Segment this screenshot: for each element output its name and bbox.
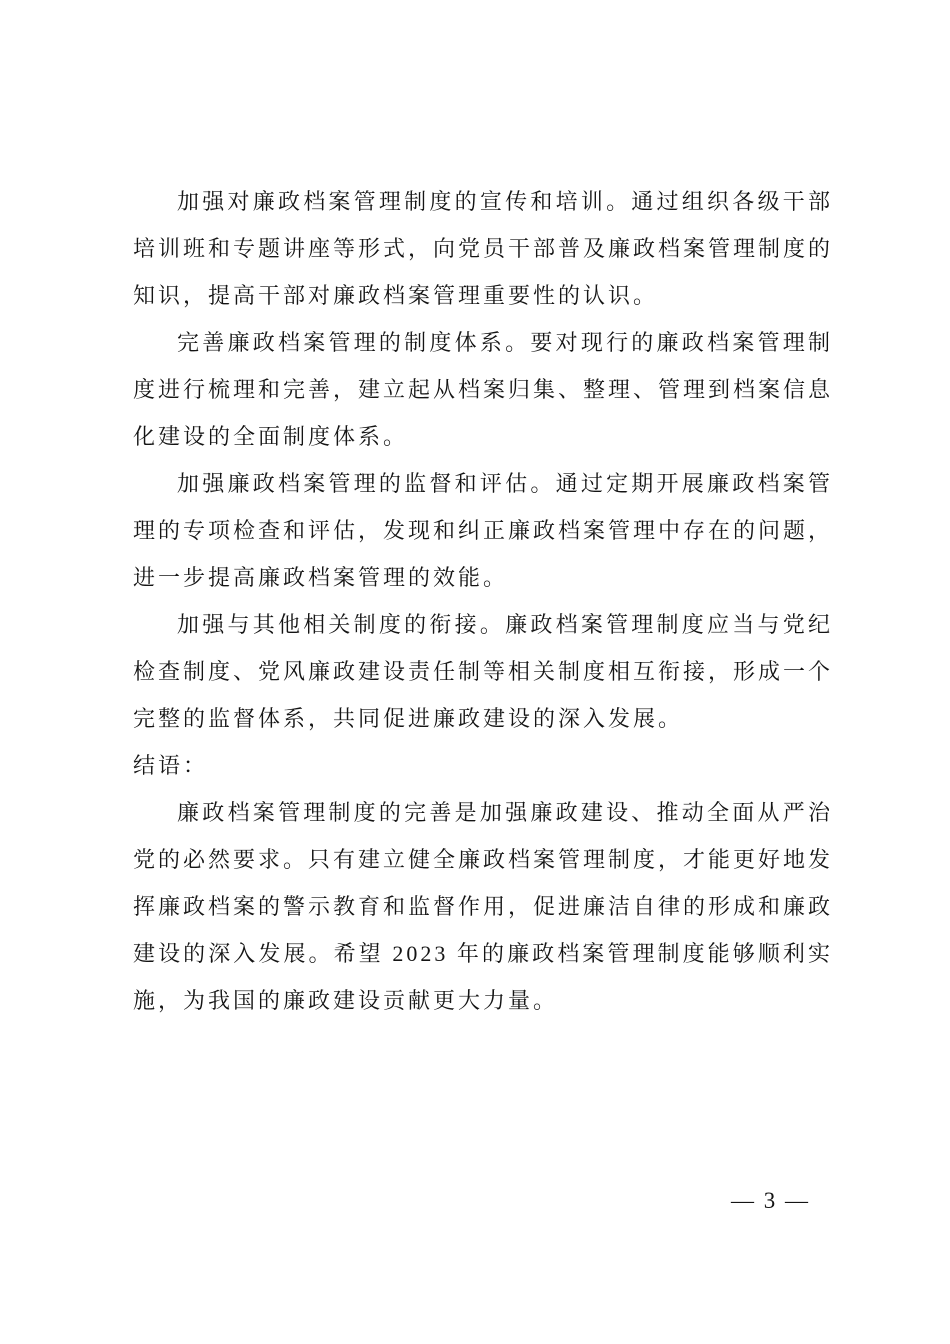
paragraph-system-improvement: 完善廉政档案管理的制度体系。要对现行的廉政档案管理制度进行梳理和完善，建立起从档案归集、整理、管理到档案信息化建设的全面制度体系。 [133, 330, 834, 449]
paragraph-supervision-evaluation: 加强廉政档案管理的监督和评估。通过定期开展廉政档案管理的专项检查和评估，发现和纠正廉政档案管理中存在的问题，进一步提高廉政档案管理的效能。 [133, 471, 834, 590]
paragraph-training-promotion: 加强对廉政档案管理制度的宣传和培训。通过组织各级干部培训班和专题讲座等形式，向党员干部普及廉政档案管理制度的知识，提高干部对廉政档案管理重要性的认识。 [133, 189, 834, 308]
document-body [133, 178, 833, 1024]
page-number: — 3 — [731, 1188, 810, 1213]
paragraph-conclusion: 廉政档案管理制度的完善是加强廉政建设、推动全面从严治党的必然要求。只有建立健全廉政档案管理制度，才能更好地发挥廉政档案的警示教育和监督作用，促进廉洁自律的形成和廉政建设的深入发展。希望 2023 年的廉政档案管理制度能够顺利实施，为我国的廉政建设贡献更大力量。 [133, 800, 834, 1013]
conclusion-heading: 结语： [133, 753, 209, 778]
paragraph-related-systems: 加强与其他相关制度的衔接。廉政档案管理制度应当与党纪检查制度、党风廉政建设责任制等相关制度相互衔接，形成一个完整的监督体系，共同促进廉政建设的深入发展。 [133, 612, 834, 731]
